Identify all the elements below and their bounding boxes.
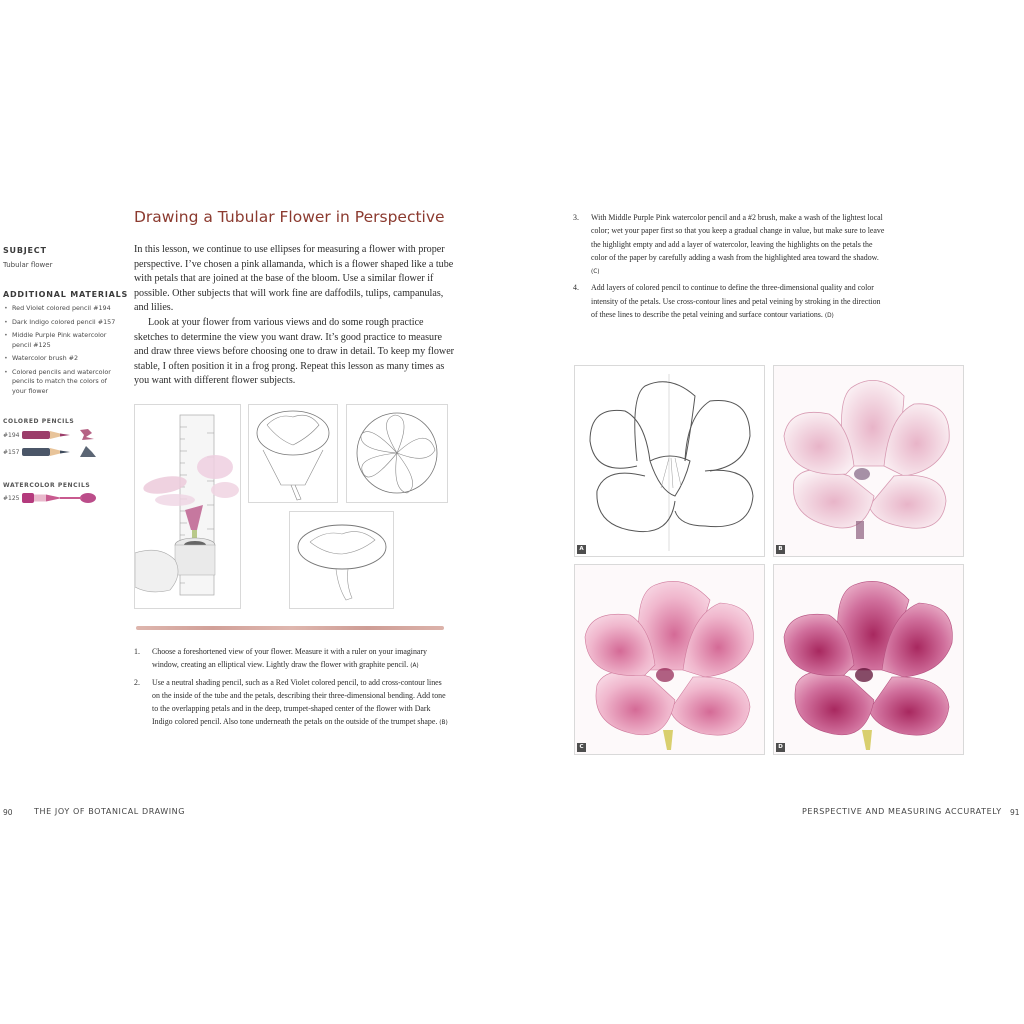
figure-ref: (A)	[410, 663, 419, 670]
pencil-stroke-divider	[136, 626, 444, 630]
step-item	[134, 645, 450, 674]
pencil-number: #125	[3, 495, 20, 502]
subject-heading: SUBJECT	[3, 246, 47, 255]
material-item: • Watercolor brush #2	[2, 354, 120, 364]
step-item	[573, 211, 889, 279]
steps-list-right	[573, 211, 889, 325]
figure-ref: (D)	[824, 313, 834, 320]
material-item: • Colored pencils and watercolor pencils to match the colors of your flower	[2, 368, 120, 397]
intro-paragraph: In this lesson, we continue to use ellipses for measuring a flower with proper perspective. I’ve chosen a pink allamanda, which is a flower shaped like a tube with petals that are joined at the base of the bloom. Use a similar flower if possible. Other subjects that will work fine are daffodils, tulips, campanulas, and lilies.	[134, 244, 454, 314]
step-text: With Middle Purple Pink watercolor pencil and a #2 brush, make a wash of the lightest local color; wet your paper first so that you keep a gradual change in value, but make sure to leave the highlight empty and add a layer of watercolor, leaving the highlights on the petals the color of the paper by carefully adding a wash from the highlighted area toward the shadow.	[591, 213, 885, 262]
material-item: • Middle Purple Pink watercolor pencil #125	[2, 331, 120, 350]
material-item: • Dark Indigo colored pencil #157	[2, 318, 120, 328]
foreshortened-sketch-side	[248, 404, 338, 503]
running-head-right: PERSPECTIVE AND MEASURING ACCURATELY	[802, 807, 1002, 816]
figure-label-badge: B	[776, 545, 785, 554]
figure-ref: (C)	[591, 269, 600, 276]
figure-label-badge: D	[776, 743, 785, 752]
step-number: 2.	[134, 677, 140, 687]
red-violet-pencil-icon	[22, 428, 98, 442]
figure-c-wash	[574, 564, 765, 755]
step-number: 3.	[573, 213, 579, 222]
page-number-left: 90	[3, 808, 13, 817]
step-item	[134, 676, 450, 731]
ruler-measurement-drawing	[134, 404, 241, 609]
page-title: Drawing a Tubular Flower in Perspective	[134, 208, 445, 226]
middle-purple-pink-pencil-icon	[22, 491, 98, 505]
step-text: Choose a foreshortened view of your flower. Measure it with a ruler on your imaginary window, creating an elliptical view. Lightly draw the flower with graphite pencil.	[152, 647, 427, 670]
materials-heading: ADDITIONAL MATERIALS	[3, 290, 129, 299]
subject-value: Tubular flower	[3, 261, 53, 269]
figure-label-badge: C	[577, 743, 586, 752]
step-text: Add layers of colored pencil to continue to define the three-dimensional quality and color intensity of the petals. Use cross-contour lines and petal veining by stroking in the direction of these lines to describe the petal veining and surface contour variations.	[591, 283, 881, 320]
intro-text	[134, 243, 456, 389]
dark-indigo-pencil-icon	[22, 445, 98, 459]
material-item: • Red Violet colored pencil #194	[2, 304, 120, 314]
step-text: Use a neutral shading pencil, such as a Red Violet colored pencil, to add cross-contour lines on the inside of the tube and the petals, describing their three-dimensional bending. Add tone to the overlapping petals and in the deep, trumpet-shaped center of the flower with Dark Indigo colored pencil. Also tone underneath the petals on the outside of the trumpet shape.	[152, 677, 446, 727]
figure-label-badge: A	[577, 545, 586, 554]
colored-pencils-heading: COLORED PENCILS	[3, 418, 75, 425]
figure-a-outline	[574, 365, 765, 557]
steps-list-left	[134, 645, 450, 733]
page-number-right: 91	[1010, 808, 1020, 817]
figure-b-tone	[773, 365, 964, 557]
materials-list	[2, 304, 120, 400]
step-item	[573, 281, 889, 323]
pencil-number: #194	[3, 432, 20, 439]
intro-paragraph: Look at your flower from various views and do some rough practice sketches to determine the view you want draw. It’s good practice to measure and draw three views before choosing one to draw in detail. To keep my flower stable, I often position it in a frog prong. Repeat this lesson as many times as you want with different flower subjects.	[134, 316, 455, 387]
pencil-number: #157	[3, 449, 20, 456]
watercolor-pencils-heading: WATERCOLOR PENCILS	[3, 482, 91, 489]
step-number: 4.	[573, 283, 579, 293]
elliptical-sketch	[289, 511, 394, 609]
figure-ref: (B)	[439, 720, 448, 727]
step-number: 1.	[134, 647, 140, 656]
figure-d-layered	[773, 564, 964, 755]
running-head-left: THE JOY OF BOTANICAL DRAWING	[34, 807, 186, 816]
foreshortened-sketch-top	[346, 404, 448, 503]
